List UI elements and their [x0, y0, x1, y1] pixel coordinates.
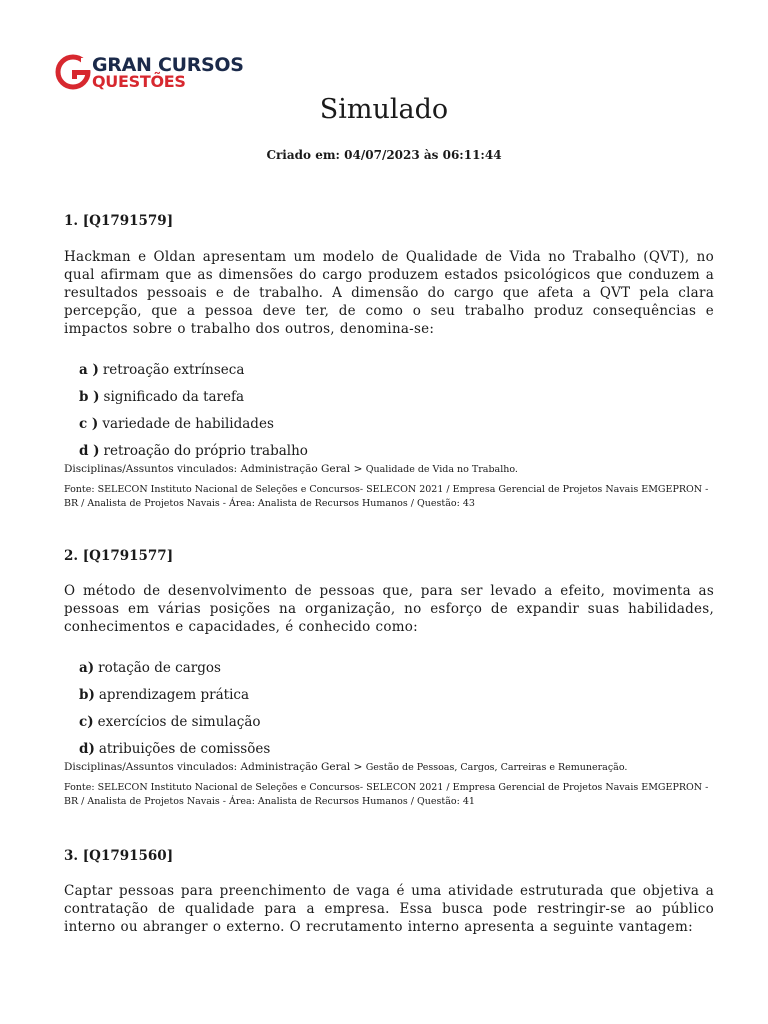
document-title: Simulado	[319, 94, 449, 125]
answer-option-d[interactable]	[79, 442, 714, 462]
option-text: retroação do próprio trabalho	[103, 443, 308, 459]
answer-option-d[interactable]	[79, 740, 714, 760]
option-letter: b)	[79, 687, 95, 703]
question-header: 3. [Q1791560]	[64, 848, 174, 864]
question-subjects	[64, 760, 714, 775]
answer-option-c[interactable]	[79, 713, 714, 740]
question-header: 2. [Q1791577]	[64, 548, 174, 564]
answer-options	[64, 361, 714, 462]
option-text: aprendizagem prática	[98, 687, 249, 703]
question-1	[64, 213, 714, 511]
option-letter: c)	[79, 714, 94, 730]
logo-text-questoes: QUESTÕES	[92, 72, 186, 91]
question-stem: Captar pessoas para preenchimento de vaga é uma atividade estruturada que objetiva a contratação de qualidade para a empresa. Essa busca pode restringir-se ao público interno ou abranger o externo. O recrutamento interno apresenta a seguinte vantagem:	[64, 883, 714, 935]
question-3	[64, 848, 714, 936]
answer-option-a[interactable]	[79, 659, 714, 686]
option-text: retroação extrínseca	[102, 362, 245, 378]
brand-logo	[55, 54, 255, 94]
option-text: variedade de habilidades	[102, 416, 274, 432]
question-source: Fonte: SELECON Instituto Nacional de Seleções e Concursos- SELECON 2021 / Empresa Gerencial de Projetos Navais EMGEPRON - BR / Analista de Projetos Navais - Área: Analista de Recursos Humanos / Questão: 43	[64, 484, 709, 509]
question-header: 1. [Q1791579]	[64, 213, 174, 229]
answer-option-c[interactable]	[79, 415, 714, 442]
option-letter: a)	[79, 660, 95, 676]
option-letter: c )	[79, 416, 99, 432]
question-stem: Hackman e Oldan apresentam um modelo de Qualidade de Vida no Trabalho (QVT), no qual afirmam que as dimensões do cargo produzem estados psicológicos que conduzem a resultados pessoais e de trabalho. A dimensão do cargo que afeta a QVT pela clara percepção, que a pessoa deve ter, de como o seu trabalho produz consequências e impactos sobre o trabalho dos outros, denomina-se:	[64, 249, 714, 337]
option-text: exercícios de simulação	[97, 714, 261, 730]
option-text: rotação de cargos	[98, 660, 221, 676]
answer-option-b[interactable]	[79, 388, 714, 415]
answer-options	[64, 659, 714, 760]
gran-g-logo-icon	[55, 54, 91, 90]
subject-topic-link[interactable]: Qualidade de Vida no Trabalho.	[365, 464, 518, 475]
subjects-label: Disciplinas/Assuntos vinculados: Administração Geral >	[64, 463, 363, 475]
question-subjects	[64, 462, 714, 477]
option-letter: b )	[79, 389, 100, 405]
created-date: Criado em: 04/07/2023 às 06:11:44	[266, 148, 502, 162]
option-text: significado da tarefa	[103, 389, 245, 405]
option-letter: d )	[79, 443, 100, 459]
option-letter: a )	[79, 362, 99, 378]
answer-option-a[interactable]	[79, 361, 714, 388]
question-stem: O método de desenvolvimento de pessoas que, para ser levado a efeito, movimenta as pessoas em várias posições na organização, no esforço de expandir suas habilidades, conhecimentos e capacidades, é conhecido como:	[64, 583, 714, 635]
question-2	[64, 548, 714, 809]
option-text: atribuições de comissões	[98, 741, 271, 757]
answer-option-b[interactable]	[79, 686, 714, 713]
question-source: Fonte: SELECON Instituto Nacional de Seleções e Concursos- SELECON 2021 / Empresa Gerencial de Projetos Navais EMGEPRON - BR / Analista de Projetos Navais - Área: Analista de Recursos Humanos / Questão: 41	[64, 782, 709, 807]
subject-topic-link[interactable]: Gestão de Pessoas, Cargos, Carreiras e Remuneração.	[365, 762, 628, 773]
subjects-label: Disciplinas/Assuntos vinculados: Administração Geral >	[64, 761, 363, 773]
option-letter: d)	[79, 741, 95, 757]
logo-text-gran-cursos: GRAN CURSOS	[92, 54, 244, 76]
